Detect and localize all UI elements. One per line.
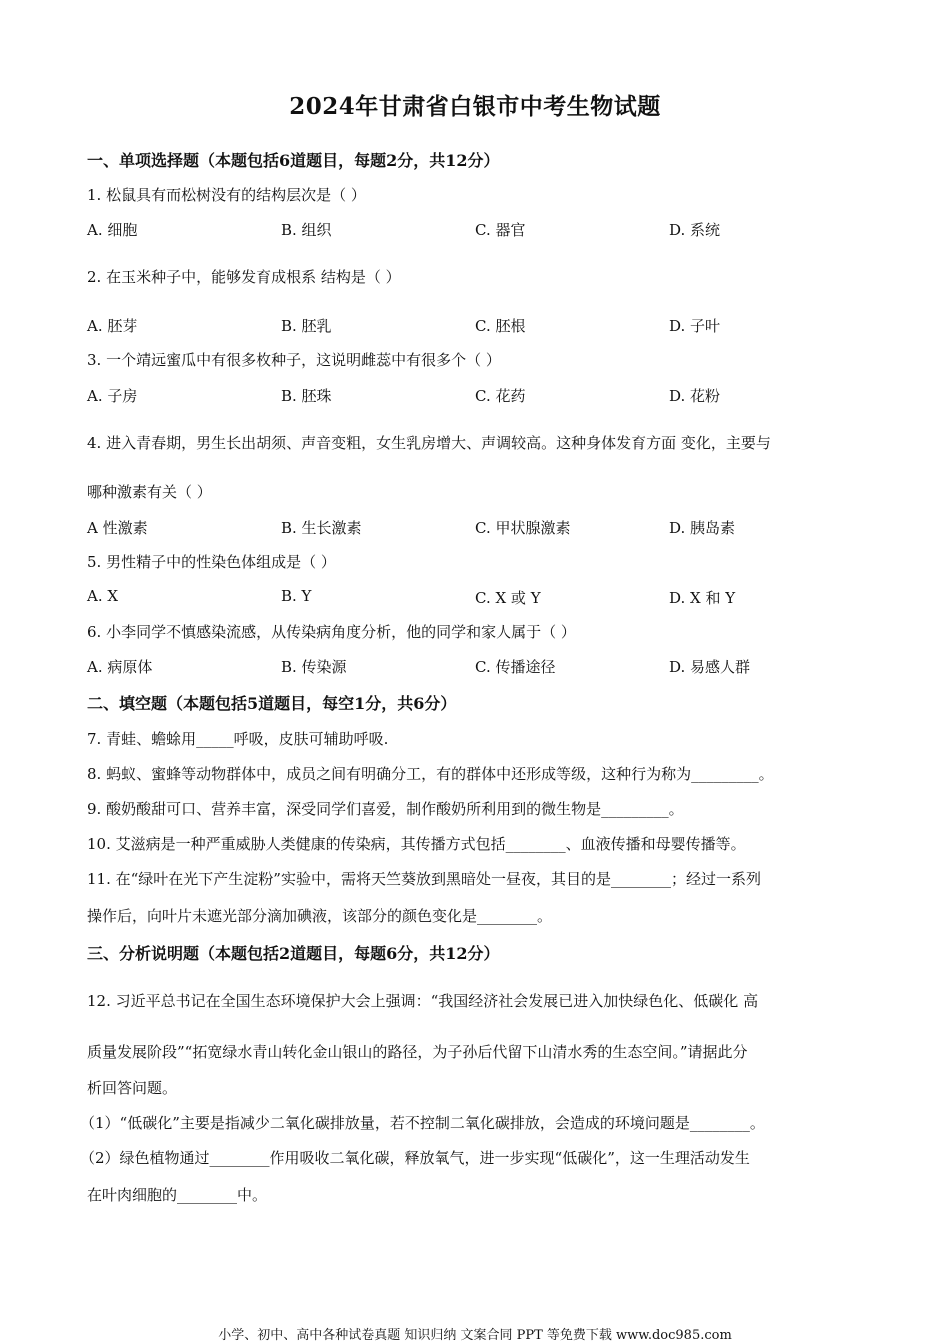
question-12-line2: 质量发展阶段”“拓宽绿水青山转化金山银山的路径，为子孙后代留下山清水秀的生态空间。”请据此分 [87, 1043, 748, 1061]
question-4-stem-line2: 哪种激素有关（ ） [87, 483, 212, 501]
question-12-sub1: （1）“低碳化”主要是指减少二氧化碳排放量，若不控制二氧化碳排放，会造成的环境问题是________。 [80, 1114, 765, 1132]
q4-option-d: D. 胰岛素 [669, 519, 736, 537]
q5-option-c: C. X 或 Y [475, 589, 541, 607]
q2-option-d: D. 子叶 [669, 317, 721, 335]
q3-option-d: D. 花粉 [669, 387, 721, 405]
question-12-sub2-line1: （2）绿色植物通过________作用吸收二氧化碳，释放氧气，进一步实现“低碳化”，这一生理活动发生 [80, 1149, 750, 1167]
q5-option-a: A. X [87, 587, 119, 605]
q6-option-a: A. 病原体 [87, 658, 153, 676]
q6-option-d: D. 易感人群 [669, 658, 751, 676]
question-6-stem: 6. 小李同学不慎感染流感，从传染病角度分析，他的同学和家人属于（ ） [87, 623, 576, 641]
q1-option-a: A. 细胞 [87, 221, 138, 239]
q3-option-b: B. 胚珠 [281, 387, 332, 405]
question-2-stem: 2. 在玉米种子中，能够发育成根系 结构是（ ） [87, 268, 401, 286]
question-1-stem: 1. 松鼠具有而松树没有的结构层次是（ ） [87, 186, 366, 204]
q2-option-a: A. 胚芽 [87, 317, 138, 335]
q1-option-d: D. 系统 [669, 221, 721, 239]
q4-option-a: A 性激素 [87, 519, 148, 537]
q6-option-c: C. 传播途径 [475, 658, 556, 676]
q4-option-b: B. 生长激素 [281, 519, 362, 537]
question-12-line3: 析回答问题。 [87, 1079, 178, 1097]
question-5-stem: 5. 男性精子中的性染色体组成是（ ） [87, 553, 336, 571]
page-footer: 小学、初中、高中各种试卷真题 知识归纳 文案合同 PPT 等免费下载 www.doc985.com [218, 1328, 732, 1343]
q5-option-b: B. Y [281, 587, 312, 605]
section-heading-fill: 二、填空题（本题包括5道题目，每空1分，共6分） [87, 694, 457, 713]
q6-option-b: B. 传染源 [281, 658, 347, 676]
question-8: 8. 蚂蚁、蜜蜂等动物群体中，成员之间有明确分工，有的群体中还形成等级，这种行为称为_________。 [87, 765, 774, 783]
question-11-line2: 操作后，向叶片未遮光部分滴加碘液，该部分的颜色变化是________。 [87, 907, 553, 925]
section-heading-analysis: 三、分析说明题（本题包括2道题目，每题6分，共12分） [87, 944, 500, 963]
question-9: 9. 酸奶酸甜可口、营养丰富，深受同学们喜爱，制作酸奶所利用到的微生物是_________。 [87, 800, 684, 818]
page-title: 2024年甘肃省白银市中考生物试题 [289, 93, 661, 120]
q5-option-d: D. X 和 Y [669, 589, 736, 607]
question-12-sub2-line2: 在叶肉细胞的________中。 [87, 1186, 268, 1204]
q2-option-c: C. 胚根 [475, 317, 526, 335]
section-heading-choice: 一、单项选择题（本题包括6道题目，每题2分，共12分） [87, 151, 500, 170]
q1-option-c: C. 器官 [475, 221, 526, 239]
q1-option-b: B. 组织 [281, 221, 332, 239]
question-12-line1: 12. 习近平总书记在全国生态环境保护大会上强调：“我国经济社会发展已进入加快绿色化、低碳化 高 [87, 992, 759, 1010]
question-11-line1: 11. 在“绿叶在光下产生淀粉”实验中，需将天竺葵放到黑暗处一昼夜，其目的是________；经过一系列 [87, 870, 761, 888]
q3-option-c: C. 花药 [475, 387, 526, 405]
q2-option-b: B. 胚乳 [281, 317, 332, 335]
q3-option-a: A. 子房 [87, 387, 138, 405]
question-3-stem: 3. 一个靖远蜜瓜中有很多枚种子，这说明雌蕊中有很多个（ ） [87, 351, 501, 369]
question-10: 10. 艾滋病是一种严重威胁人类健康的传染病，其传播方式包括________、血液传播和母婴传播等。 [87, 835, 746, 853]
q4-option-c: C. 甲状腺激素 [475, 519, 571, 537]
question-7: 7. 青蛙、蟾蜍用_____呼吸，皮肤可辅助呼吸. [87, 730, 389, 748]
question-4-stem-line1: 4. 进入青春期，男生长出胡须、声音变粗，女生乳房增大、声调较高。这种身体发育方面 变化，主要与 [87, 434, 771, 452]
